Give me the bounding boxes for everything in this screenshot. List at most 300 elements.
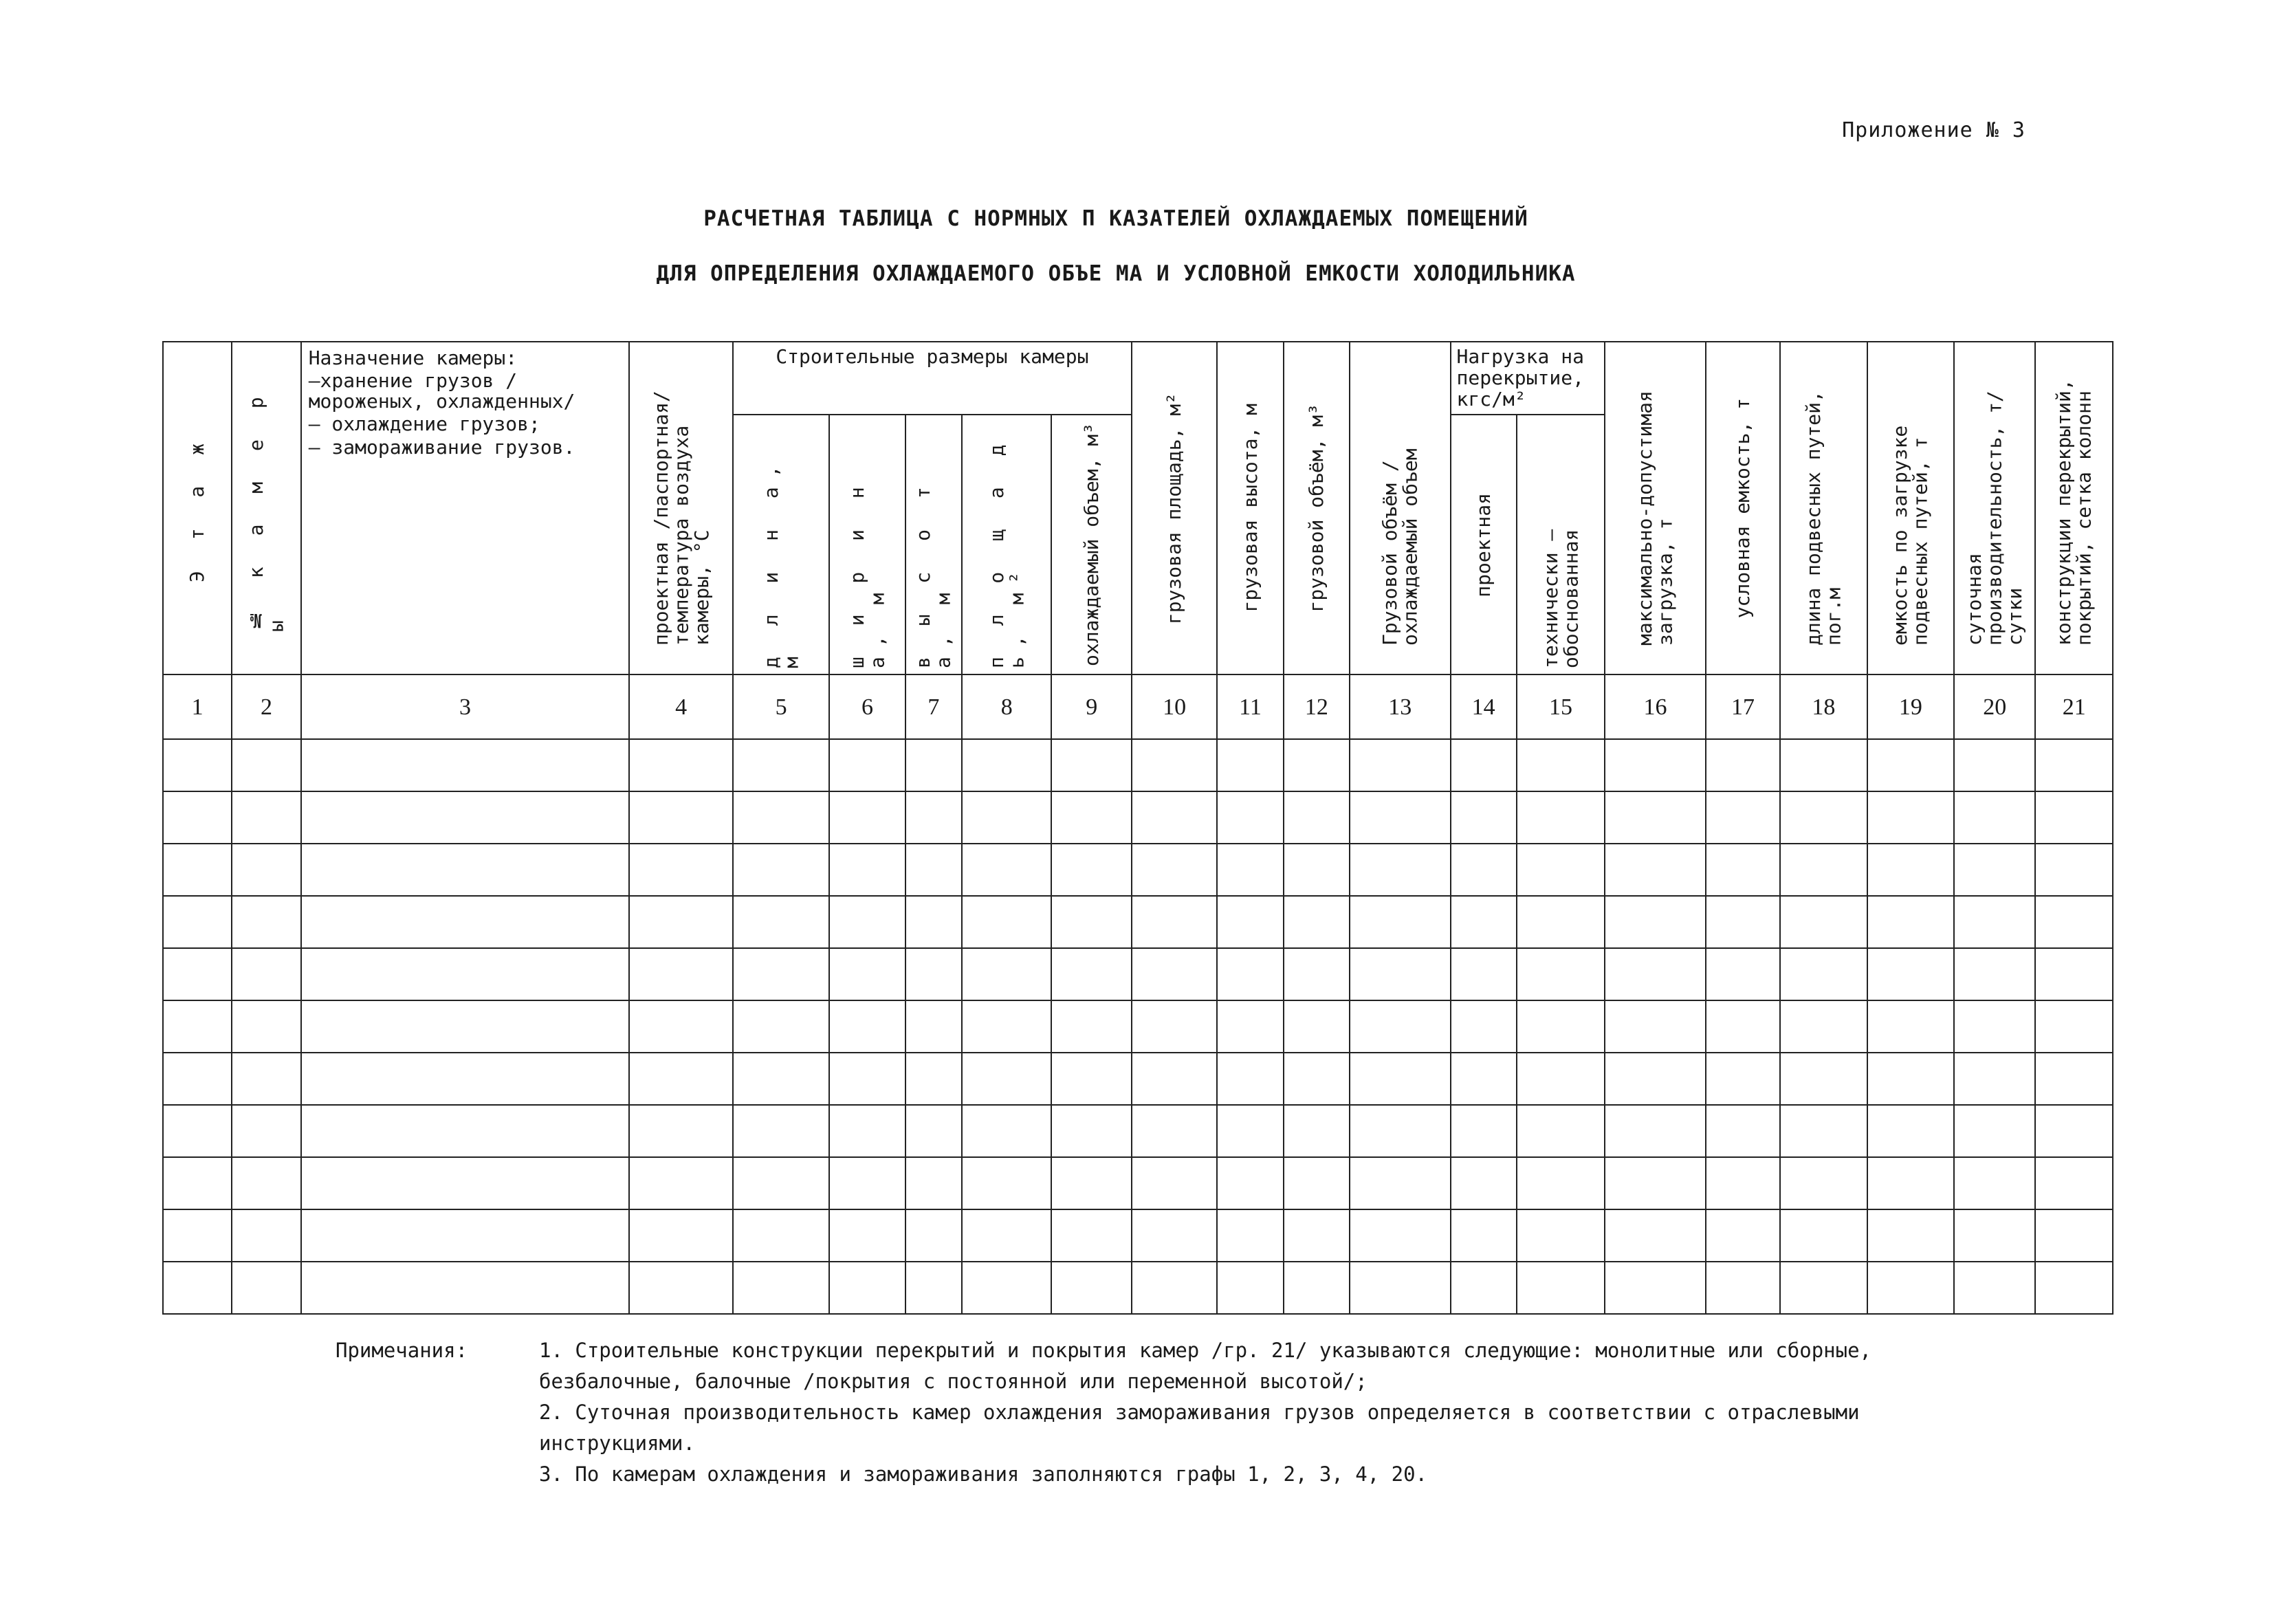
table-cell: [1780, 1157, 1867, 1209]
table-cell: [1605, 791, 1706, 844]
table-cell: [829, 844, 905, 896]
table-cell: [163, 896, 232, 948]
table-cell: [629, 1209, 733, 1262]
table-cell: [1217, 948, 1283, 1000]
table-cell: [1517, 1000, 1605, 1053]
table-cell: [1217, 1209, 1283, 1262]
table-cell: [1706, 948, 1780, 1000]
table-cell: [1780, 791, 1867, 844]
column-number: 17: [1706, 674, 1780, 739]
table-cell: [232, 739, 300, 791]
column-number: 16: [1605, 674, 1706, 739]
table-cell: [1284, 739, 1350, 791]
table-cell: [163, 844, 232, 896]
table-cell: [1867, 1209, 1954, 1262]
table-cell: [829, 1209, 905, 1262]
header-cargo-height: грузовая высота, м: [1217, 342, 1283, 674]
column-number: 4: [629, 674, 733, 739]
note-1: 1. Строительные конструкции перекрытий и покрытия камер /гр. 21/ указываются следующие: монолитные или сборные,: [539, 1339, 1872, 1362]
table-cell: [1350, 1209, 1451, 1262]
table-cell: [1867, 1000, 1954, 1053]
table-row: [163, 791, 2113, 844]
table-cell: [1051, 1157, 1131, 1209]
table-cell: [905, 1209, 962, 1262]
header-load-design: проектная: [1451, 415, 1517, 674]
table-cell: [1867, 896, 1954, 948]
table-cell: [2035, 1262, 2113, 1314]
table-cell: [905, 896, 962, 948]
table-cell: [232, 1209, 300, 1262]
table-cell: [1451, 1157, 1517, 1209]
column-number: 1: [163, 674, 232, 739]
table-cell: [1051, 896, 1131, 948]
table-cell: [1451, 791, 1517, 844]
table-cell: [1706, 1000, 1780, 1053]
table-cell: [1517, 896, 1605, 948]
table-cell: [829, 1262, 905, 1314]
table-cell: [829, 1105, 905, 1157]
table-cell: [1217, 1262, 1283, 1314]
table-cell: [962, 844, 1051, 896]
table-cell: [1706, 896, 1780, 948]
table-cell: [629, 791, 733, 844]
table-cell: [1780, 1000, 1867, 1053]
note-1-continuation: безбалочные, балочные /покрытия с постоянной или переменной высотой/;: [539, 1369, 1368, 1393]
table-row: [163, 1157, 2113, 1209]
table-cell: [733, 844, 829, 896]
table-cell: [1605, 1157, 1706, 1209]
table-cell: [1350, 1000, 1451, 1053]
table-cell: [1954, 739, 2035, 791]
table-cell: [1706, 791, 1780, 844]
table-cell: [2035, 896, 2113, 948]
header-cargo-area: грузовая площадь, м²: [1132, 342, 1217, 674]
table-cell: [163, 948, 232, 1000]
header-structures: конструкции перекрытий, покрытий, сетка колонн: [2035, 342, 2113, 674]
table-cell: [905, 1053, 962, 1105]
table-cell: [1132, 844, 1217, 896]
table-cell: [1132, 1262, 1217, 1314]
appendix-label: Приложение № 3: [1842, 118, 2025, 142]
table-cell: [1954, 791, 2035, 844]
table-cell: [905, 1157, 962, 1209]
table-cell: [163, 791, 232, 844]
table-cell: [1517, 1105, 1605, 1157]
table-cell: [1350, 1053, 1451, 1105]
calc-table: [162, 341, 2113, 1315]
table-cell: [1780, 1105, 1867, 1157]
table-cell: [1867, 1105, 1954, 1157]
table-cell: [301, 896, 630, 948]
table-cell: [1284, 1209, 1350, 1262]
table-cell: [301, 1105, 630, 1157]
table-cell: [733, 1262, 829, 1314]
note-2: 2. Суточная производительность камер охлаждения замораживания грузов определяется в соответствии с отраслевыми: [539, 1400, 1860, 1424]
table-body: [163, 674, 2113, 1314]
table-cell: [1217, 1157, 1283, 1209]
table-cell: [1605, 948, 1706, 1000]
table-cell: [2035, 739, 2113, 791]
table-cell: [232, 1262, 300, 1314]
table-cell: [232, 948, 300, 1000]
table-cell: [1451, 739, 1517, 791]
table-cell: [962, 948, 1051, 1000]
column-number: 11: [1217, 674, 1283, 739]
table-cell: [163, 1209, 232, 1262]
column-number: 8: [962, 674, 1051, 739]
table-cell: [1605, 1262, 1706, 1314]
table-cell: [1954, 1053, 2035, 1105]
table-cell: [733, 896, 829, 948]
table-cell: [1867, 739, 1954, 791]
table-cell: [1954, 1105, 2035, 1157]
table-cell: [733, 1053, 829, 1105]
table-cell: [163, 1262, 232, 1314]
table-cell: [1350, 844, 1451, 896]
table-cell: [301, 791, 630, 844]
table-cell: [1517, 948, 1605, 1000]
table-cell: [1954, 1157, 2035, 1209]
table-cell: [1954, 1000, 2035, 1053]
header-cargo-volume: грузовой объём, м³: [1284, 342, 1350, 674]
table-cell: [1132, 791, 1217, 844]
table-cell: [1217, 1105, 1283, 1157]
table-row: [163, 948, 2113, 1000]
table-cell: [1284, 844, 1350, 896]
table-cell: [1451, 1209, 1517, 1262]
table-cell: [1350, 1157, 1451, 1209]
table-cell: [1284, 1157, 1350, 1209]
table-cell: [1867, 1262, 1954, 1314]
table-cell: [829, 791, 905, 844]
note-2-continuation: инструкциями.: [539, 1431, 695, 1455]
table-cell: [1350, 791, 1451, 844]
table-cell: [962, 739, 1051, 791]
table-cell: [1780, 1053, 1867, 1105]
table-cell: [1517, 844, 1605, 896]
table-cell: [1217, 739, 1283, 791]
table-cell: [1451, 1262, 1517, 1314]
table-cell: [232, 1000, 300, 1053]
table-cell: [1954, 948, 2035, 1000]
header-purpose: [301, 342, 630, 674]
table-cell: [1706, 739, 1780, 791]
header-width: ш и р и н а, м: [829, 415, 905, 674]
table-cell: [1867, 1053, 1954, 1105]
table-cell: [1780, 1209, 1867, 1262]
header-temperature: проектная /паспортная/ температура воздуха камеры, °С: [629, 342, 733, 674]
table-cell: [301, 1157, 630, 1209]
table-cell: [1780, 739, 1867, 791]
table-cell: [962, 1209, 1051, 1262]
table-cell: [2035, 1157, 2113, 1209]
table-row: [163, 844, 2113, 896]
table-cell: [163, 1157, 232, 1209]
table-cell: [962, 1157, 1051, 1209]
notes-label: Примечания:: [336, 1339, 468, 1362]
table-cell: [1051, 1209, 1131, 1262]
table-cell: [2035, 1000, 2113, 1053]
table-cell: [1867, 948, 1954, 1000]
table-cell: [629, 844, 733, 896]
table-cell: [1350, 739, 1451, 791]
header-load-tech: технически – обоснованная: [1517, 415, 1605, 674]
column-number-row: [163, 674, 2113, 739]
column-number: 20: [1954, 674, 2035, 739]
table-cell: [1051, 1262, 1131, 1314]
table-cell: [1706, 1157, 1780, 1209]
table-cell: [829, 896, 905, 948]
table-cell: [962, 791, 1051, 844]
table-cell: [2035, 844, 2113, 896]
table-cell: [629, 948, 733, 1000]
table-cell: [1132, 948, 1217, 1000]
table-cell: [1132, 896, 1217, 948]
header-chamber-number: № к а м е р ы: [232, 342, 300, 674]
table-row: [163, 1209, 2113, 1262]
table-cell: [301, 844, 630, 896]
table-cell: [1051, 1000, 1131, 1053]
header-build-dimensions: Строительные размеры камеры: [733, 342, 1132, 415]
table-cell: [163, 1053, 232, 1105]
table-cell: [962, 1262, 1051, 1314]
column-number: 14: [1451, 674, 1517, 739]
header-area: п л о щ а д ь, м²: [962, 415, 1051, 674]
table-cell: [1451, 1105, 1517, 1157]
table-cell: [1605, 1053, 1706, 1105]
table-cell: [905, 791, 962, 844]
table-cell: [1706, 1105, 1780, 1157]
table-cell: [232, 1157, 300, 1209]
table-cell: [1217, 844, 1283, 896]
table-cell: [1051, 739, 1131, 791]
table-cell: [629, 1000, 733, 1053]
table-cell: [1451, 948, 1517, 1000]
table-cell: [1605, 1209, 1706, 1262]
table-cell: [829, 1157, 905, 1209]
table-cell: [232, 1053, 300, 1105]
table-cell: [163, 1105, 232, 1157]
table-cell: [905, 739, 962, 791]
table-cell: [301, 1209, 630, 1262]
table-cell: [1451, 844, 1517, 896]
column-number: 7: [905, 674, 962, 739]
column-number: 12: [1284, 674, 1350, 739]
header-rail-capacity: емкость по загрузке подвесных путей, т: [1867, 342, 1954, 674]
table-cell: [163, 739, 232, 791]
table-cell: [1284, 896, 1350, 948]
table-cell: [1780, 1262, 1867, 1314]
table-cell: [962, 896, 1051, 948]
table-cell: [1350, 896, 1451, 948]
column-number: 21: [2035, 674, 2113, 739]
header-floor: Э т а ж: [163, 342, 232, 674]
table-cell: [163, 1000, 232, 1053]
table-row: [163, 1105, 2113, 1157]
table-cell: [1954, 1209, 2035, 1262]
table-cell: [733, 739, 829, 791]
column-number: 19: [1867, 674, 1954, 739]
table-cell: [2035, 1105, 2113, 1157]
header-cargo-ratio: Грузовой объём / охлаждаемый объем: [1350, 342, 1451, 674]
column-number: 10: [1132, 674, 1217, 739]
table-cell: [1051, 844, 1131, 896]
table-cell: [1051, 948, 1131, 1000]
table-cell: [1217, 1053, 1283, 1105]
table-cell: [829, 739, 905, 791]
table-cell: [629, 1262, 733, 1314]
table-cell: [1284, 791, 1350, 844]
table-cell: [2035, 791, 2113, 844]
table-cell: [1350, 948, 1451, 1000]
header-daily-output: суточная производительность, т/сутки: [1954, 342, 2035, 674]
table-cell: [232, 844, 300, 896]
table-cell: [733, 1000, 829, 1053]
table-cell: [1132, 1000, 1217, 1053]
table-cell: [1217, 1000, 1283, 1053]
table-cell: [301, 1262, 630, 1314]
table-cell: [962, 1105, 1051, 1157]
table-cell: [733, 1157, 829, 1209]
column-number: 5: [733, 674, 829, 739]
table-cell: [629, 739, 733, 791]
table-cell: [1706, 1053, 1780, 1105]
header-length: д л и н а, м: [733, 415, 829, 674]
table-row: [163, 1262, 2113, 1314]
table-cell: [962, 1053, 1051, 1105]
table-cell: [962, 1000, 1051, 1053]
table-cell: [1051, 1105, 1131, 1157]
table-cell: [1706, 1262, 1780, 1314]
table-cell: [1051, 791, 1131, 844]
table-cell: [1132, 1157, 1217, 1209]
table-cell: [2035, 1053, 2113, 1105]
column-number: 2: [232, 674, 300, 739]
table-cell: [1780, 948, 1867, 1000]
table-cell: [1451, 1000, 1517, 1053]
table-cell: [1517, 739, 1605, 791]
table-cell: [2035, 1209, 2113, 1262]
table-cell: [629, 1105, 733, 1157]
table-cell: [1350, 1105, 1451, 1157]
purpose-title: Назначение камеры:: [308, 347, 518, 369]
table-cell: [1132, 1209, 1217, 1262]
header-nominal-capacity: условная емкость, т: [1706, 342, 1780, 674]
table-cell: [1217, 791, 1283, 844]
table-cell: [905, 1105, 962, 1157]
table-cell: [1284, 1000, 1350, 1053]
table-cell: [1605, 896, 1706, 948]
table-cell: [1284, 948, 1350, 1000]
table-cell: [1451, 1053, 1517, 1105]
table-cell: [733, 1209, 829, 1262]
table-cell: [1867, 1157, 1954, 1209]
table-cell: [829, 1053, 905, 1105]
notes: [336, 1335, 2054, 1490]
table-cell: [733, 1105, 829, 1157]
column-number: 9: [1051, 674, 1131, 739]
table-cell: [1517, 1209, 1605, 1262]
header-floor-load: Нагрузка на перекрытие, кгс/м²: [1451, 342, 1605, 415]
table-cell: [232, 791, 300, 844]
table-cell: [1954, 896, 2035, 948]
table-cell: [733, 948, 829, 1000]
table-cell: [1284, 1262, 1350, 1314]
header-cooled-volume: охлаждаемый объем, м³: [1051, 415, 1131, 674]
table-cell: [733, 791, 829, 844]
table-cell: [1605, 844, 1706, 896]
table-cell: [1706, 844, 1780, 896]
table-cell: [629, 896, 733, 948]
table-row: [163, 896, 2113, 948]
table-cell: [1517, 791, 1605, 844]
page-title: РАСЧЕТНАЯ ТАБЛИЦА С НОРМНЫХ П КАЗАТЕЛЕЙ ОХЛАЖДАЕМЫХ ПОМЕЩЕНИЙ: [703, 206, 1528, 231]
table-cell: [1605, 1105, 1706, 1157]
header-max-load: максимально-допустимая загрузка, т: [1605, 342, 1706, 674]
table-cell: [1451, 896, 1517, 948]
table-cell: [301, 948, 630, 1000]
table-cell: [1350, 1262, 1451, 1314]
header-rail-length: длина подвесных путей, пог.м: [1780, 342, 1867, 674]
table-cell: [1517, 1053, 1605, 1105]
column-number: 3: [301, 674, 630, 739]
column-number: 18: [1780, 674, 1867, 739]
table-cell: [1132, 1053, 1217, 1105]
table-cell: [905, 844, 962, 896]
table-cell: [1867, 791, 1954, 844]
table-cell: [629, 1053, 733, 1105]
purpose-line-freezing: – замораживание грузов.: [308, 435, 575, 459]
column-number: 6: [829, 674, 905, 739]
table-cell: [1517, 1262, 1605, 1314]
table-cell: [829, 1000, 905, 1053]
table-cell: [1605, 1000, 1706, 1053]
table-row: [163, 1000, 2113, 1053]
table-cell: [1132, 739, 1217, 791]
table-cell: [1284, 1053, 1350, 1105]
table-cell: [301, 1053, 630, 1105]
table-cell: [1867, 844, 1954, 896]
table-cell: [1954, 844, 2035, 896]
table-cell: [905, 1262, 962, 1314]
table-cell: [301, 739, 630, 791]
table-row: [163, 739, 2113, 791]
table-cell: [232, 896, 300, 948]
table-cell: [301, 1000, 630, 1053]
note-3: 3. По камерам охлаждения и замораживания заполняются графы 1, 2, 3, 4, 20.: [539, 1462, 1428, 1486]
column-number: 13: [1350, 674, 1451, 739]
table-cell: [232, 1105, 300, 1157]
column-number: 15: [1517, 674, 1605, 739]
header-height: в ы с о т а, м: [905, 415, 962, 674]
table-cell: [1954, 1262, 2035, 1314]
table-cell: [1517, 1157, 1605, 1209]
table-cell: [1051, 1053, 1131, 1105]
table-cell: [2035, 948, 2113, 1000]
table-cell: [1780, 844, 1867, 896]
table-row: [163, 1053, 2113, 1105]
table-cell: [629, 1157, 733, 1209]
table-cell: [905, 1000, 962, 1053]
table-cell: [1284, 1105, 1350, 1157]
table-cell: [1217, 896, 1283, 948]
table-cell: [905, 948, 962, 1000]
page-subtitle: ДЛЯ ОПРЕДЕЛЕНИЯ ОХЛАЖДАЕМОГО ОБЪЕ МА И УСЛОВНОЙ ЕМКОСТИ ХОЛОДИЛЬНИКА: [656, 261, 1576, 286]
table-cell: [1780, 896, 1867, 948]
table-cell: [1706, 1209, 1780, 1262]
purpose-line-cooling: – охлаждение грузов;: [308, 413, 540, 436]
table-cell: [829, 948, 905, 1000]
